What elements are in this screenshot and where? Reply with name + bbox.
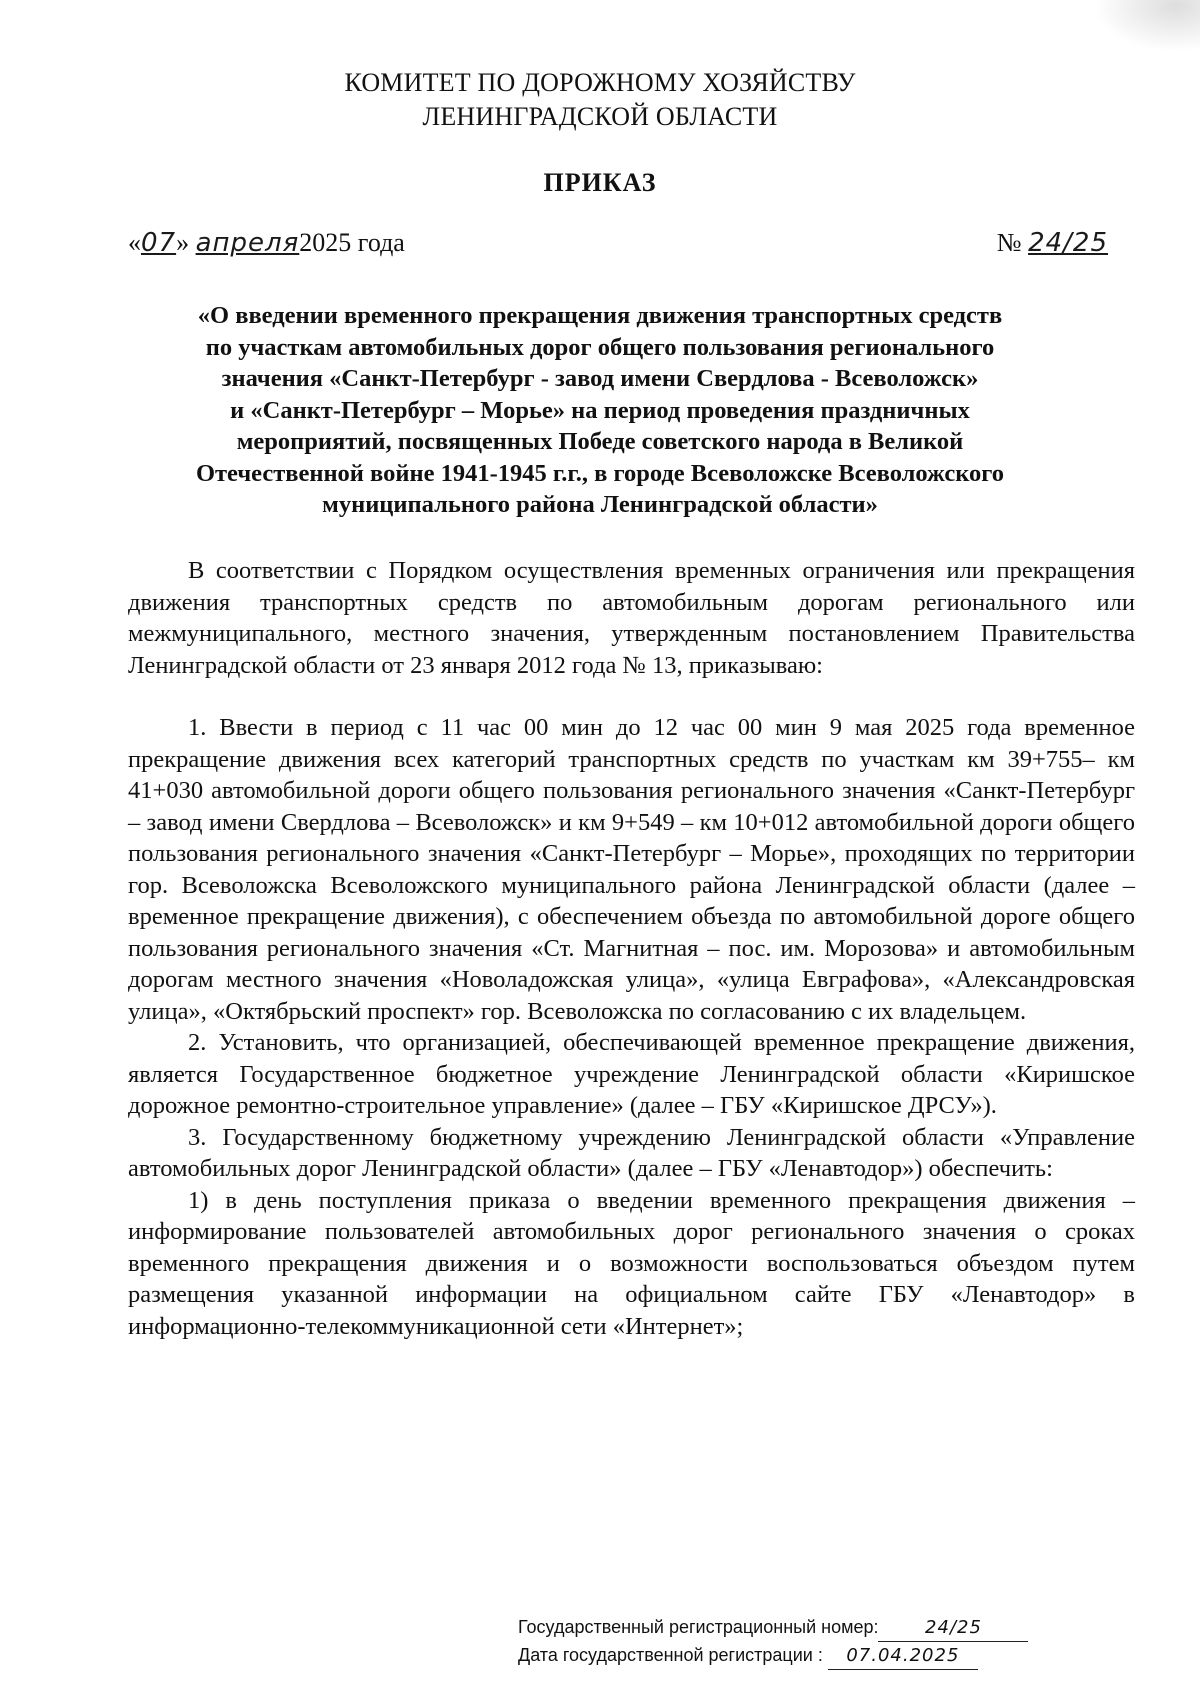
title-line: Отечественной войне 1941-1945 г.г., в городе Всеволожске Всеволожского <box>195 459 1005 487</box>
title-line: значения «Санкт-Петербург - завод имени Свердлова - Всеволожск» <box>221 365 979 392</box>
registration-stamp <box>518 1614 1028 1670</box>
registration-number-row <box>518 1614 1028 1642</box>
registration-number-label: Государственный регистрационный номер: <box>518 1617 879 1637</box>
preamble-paragraph: В соответствии с Порядком осуществления временных ограничения или прекращения движения транспортных средств по автомобильным дорогам регионального или межмуниципального, местного значения, утвержденным постановлением Правительства Ленинградской области от 23 января 2012 года № 13, приказываю: <box>128 557 1135 679</box>
item-3-paragraph: 3. Государственному бюджетному учреждению Ленинградской области «Управление автомобильных дорог Ленинградской области» (далее – ГБУ «Ленавтодор») обеспечить: <box>128 1123 1135 1182</box>
title-line: и «Санкт-Петербург – Морье» на период проведения праздничных <box>230 396 970 424</box>
organization-line-1: КОМИТЕТ ПО ДОРОЖНОМУ ХОЗЯЙСТВУ <box>344 68 856 97</box>
document-type: ПРИКАЗ <box>543 168 657 197</box>
number-handwritten: 24/25 <box>1028 228 1108 258</box>
order-date <box>128 226 405 260</box>
organization-header <box>0 66 1200 134</box>
title-line: муниципального района Ленинградской области» <box>322 491 878 518</box>
date-close-quote: » <box>176 228 190 257</box>
order-title <box>150 300 1050 521</box>
registration-date-row <box>518 1642 1028 1670</box>
title-line: по участкам автомобильных дорог общего пользования регионального <box>205 333 995 361</box>
registration-date-label: Дата государственной регистрации : <box>518 1645 823 1665</box>
date-month-handwritten: апреля <box>195 228 300 258</box>
order-number <box>997 226 1108 260</box>
organization-line-2: ЛЕНИНГРАДСКОЙ ОБЛАСТИ <box>422 102 778 131</box>
title-line: мероприятий, посвященных Победе советского народа в Великой <box>236 428 964 455</box>
date-day-handwritten: 07 <box>141 228 177 258</box>
registration-date-value: 07.04.2025 <box>828 1643 978 1670</box>
registration-number-value: 24/25 <box>878 1615 1028 1642</box>
item-3-1-paragraph: 1) в день поступления приказа о введении временного прекращения движения – информирование пользователей автомобильных дорог регионального значения о сроках временного прекращения движения и о возможности воспользоваться объездом путем размещения указанной информации на официальном сайте ГБУ «Ленавтодор» в информационно-телекоммуникационной сети «Интернет»; <box>128 1186 1135 1340</box>
date-year: 2025 года <box>299 228 405 257</box>
item-1-paragraph: 1. Ввести в период с 11 час 00 мин до 12 час 00 мин 9 мая 2025 года временное прекращение движения всех категорий транспортных средств по участкам км 39+755– км 41+030 автомобильной дороги общего пользования регионального значения «Санкт-Петербург – завод имени Свердлова – Всеволожск» и км 9+549 – км 10+012 автомобильной дороги общего пользования регионального значения «Санкт-Петербург – Морье», проходящих по территории гор. Всеволожска Всеволожского муниципального района Ленинградской области (далее – временное прекращение движения), с обеспечением объезда по автомобильной дороге общего пользования регионального значения «Ст. Магнитная – пос. им. Морозова» и автомобильным дорогам местного значения «Новоладожская улица», «улица Евграфова», «Александровская улица», «Октябрьский проспект» гор. Всеволожска по согласованию с их владельцем. <box>128 714 1135 1025</box>
scan-artifact <box>1080 0 1200 60</box>
title-line: «О введении временного прекращения движения транспортных средств <box>197 302 1003 329</box>
date-open-quote: « <box>128 228 141 257</box>
number-label: № <box>996 228 1022 257</box>
order-body <box>128 555 1135 1342</box>
item-2-paragraph: 2. Установить, что организацией, обеспечивающей временное прекращение движения, является Государственное бюджетное учреждение Ленинградской области «Киришское дорожное ремонтно-строительное управление» (далее – ГБУ «Киришское ДРСУ»). <box>128 1029 1135 1119</box>
